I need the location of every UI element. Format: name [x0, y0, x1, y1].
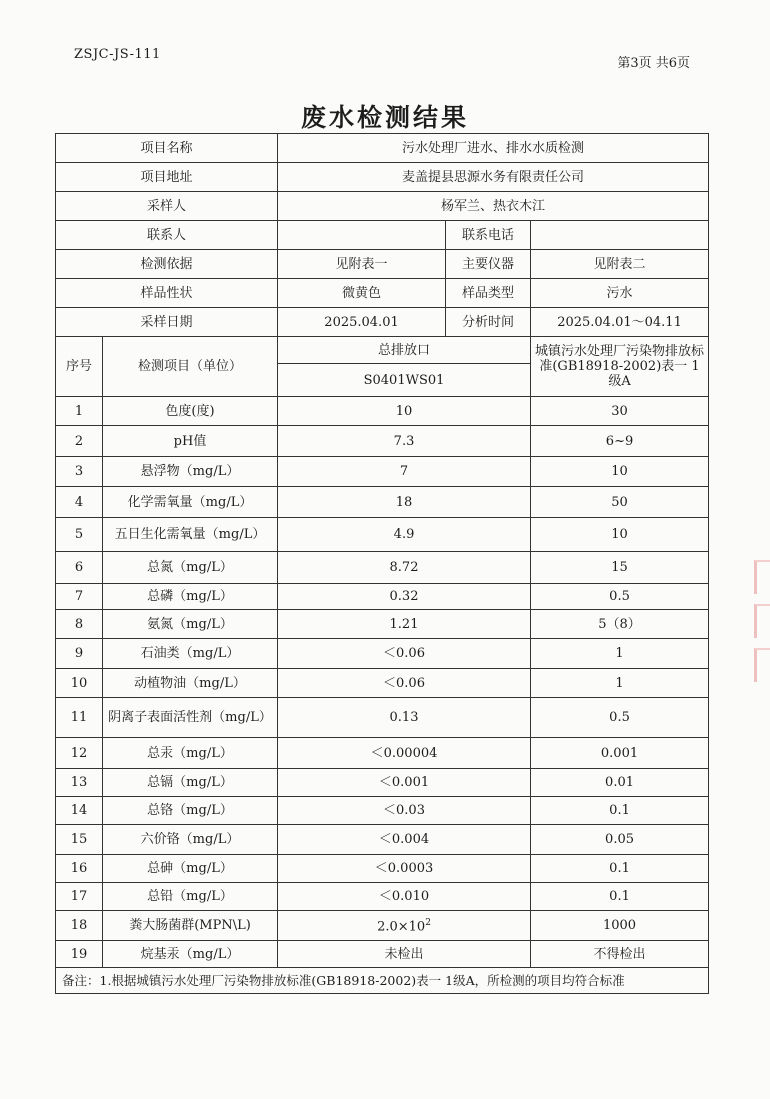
- document-code: ZSJC-JS-111: [74, 47, 161, 62]
- measured-value: ＜0.010: [278, 883, 531, 911]
- contact-value: [278, 221, 446, 250]
- measured-value: ＜0.001: [278, 769, 531, 797]
- standard-limit: 0.5: [531, 584, 709, 610]
- item-name: 六价铬（mg/L）: [103, 825, 278, 855]
- item-name: 总铬（mg/L）: [103, 797, 278, 825]
- row-number: 10: [56, 669, 103, 698]
- table-row: [56, 518, 709, 552]
- row-number: 5: [56, 518, 103, 552]
- standard-limit: 0.1: [531, 855, 709, 883]
- standard-limit: 0.1: [531, 797, 709, 825]
- standard-limit: 10: [531, 518, 709, 552]
- standard-limit: 1: [531, 669, 709, 698]
- item-name: 石油类（mg/L）: [103, 639, 278, 669]
- standard-limit: 0.1: [531, 883, 709, 911]
- measured-value: 8.72: [278, 552, 531, 584]
- measured-value: ＜0.004: [278, 825, 531, 855]
- standard-limit: 0.5: [531, 698, 709, 738]
- item-name: 动植物油（mg/L）: [103, 669, 278, 698]
- basis-row: [56, 250, 709, 279]
- sampling-date-label: 采样日期: [56, 308, 278, 337]
- item-name: 氨氮（mg/L）: [103, 610, 278, 639]
- table-row: [56, 911, 709, 941]
- page-title: 废水检测结果: [300, 103, 469, 132]
- item-name: 粪大肠菌群(MPN\L): [103, 911, 278, 941]
- row-number: 17: [56, 883, 103, 911]
- value-exponent: 2: [425, 918, 431, 929]
- project-name-row: [56, 134, 709, 163]
- row-number: 16: [56, 855, 103, 883]
- results-header-row: [56, 337, 709, 364]
- table-row: [56, 855, 709, 883]
- row-number: 13: [56, 769, 103, 797]
- table-row: [56, 883, 709, 911]
- measured-value: ＜0.06: [278, 639, 531, 669]
- measured-value: [278, 911, 531, 941]
- analysis-time-label: 分析时间: [446, 308, 531, 337]
- row-number: 12: [56, 738, 103, 769]
- page-number: 第3页 共6页: [617, 56, 690, 71]
- measured-value: 0.13: [278, 698, 531, 738]
- row-number: 18: [56, 911, 103, 941]
- measured-value: ＜0.00004: [278, 738, 531, 769]
- sampling-date-value: 2025.04.01: [278, 308, 446, 337]
- row-number: 9: [56, 639, 103, 669]
- item-name: 烷基汞（mg/L）: [103, 941, 278, 968]
- standard-limit: 15: [531, 552, 709, 584]
- table-row: [56, 610, 709, 639]
- row-number: 11: [56, 698, 103, 738]
- sampler-label: 采样人: [56, 192, 278, 221]
- measured-value: ＜0.03: [278, 797, 531, 825]
- sample-id-header: S0401WS01: [278, 364, 531, 397]
- row-number: 6: [56, 552, 103, 584]
- sample-state-row: [56, 279, 709, 308]
- measured-value: 0.32: [278, 584, 531, 610]
- contact-phone-value: [531, 221, 709, 250]
- row-number: 8: [56, 610, 103, 639]
- instrument-value: 见附表二: [531, 250, 709, 279]
- row-number: 15: [56, 825, 103, 855]
- measured-value: 7: [278, 457, 531, 487]
- row-number: 14: [56, 797, 103, 825]
- item-name: 阴离子表面活性剂（mg/L）: [103, 698, 278, 738]
- standard-limit: 6~9: [531, 426, 709, 457]
- table-row: [56, 552, 709, 584]
- measured-value: 10: [278, 397, 531, 426]
- table-row: [56, 941, 709, 968]
- item-name: 五日生化需氧量（mg/L）: [103, 518, 278, 552]
- standard-limit: 1: [531, 639, 709, 669]
- contact-label: 联系人: [56, 221, 278, 250]
- measured-value: 1.21: [278, 610, 531, 639]
- item-name: 总氮（mg/L）: [103, 552, 278, 584]
- standard-limit: 0.01: [531, 769, 709, 797]
- table-row: [56, 397, 709, 426]
- row-number: 4: [56, 487, 103, 518]
- table-row: [56, 584, 709, 610]
- sample-type-label: 样品类型: [446, 279, 531, 308]
- sample-type-value: 污水: [531, 279, 709, 308]
- sampling-date-row: [56, 308, 709, 337]
- standard-limit: 0.001: [531, 738, 709, 769]
- measured-value: 未检出: [278, 941, 531, 968]
- item-name: 总汞（mg/L）: [103, 738, 278, 769]
- contact-row: [56, 221, 709, 250]
- item-header: 检测项目（单位）: [103, 337, 278, 397]
- project-address-row: [56, 163, 709, 192]
- standard-limit: 30: [531, 397, 709, 426]
- standard-limit: 1000: [531, 911, 709, 941]
- table-row: [56, 669, 709, 698]
- item-name: 总镉（mg/L）: [103, 769, 278, 797]
- seq-header: 序号: [56, 337, 103, 397]
- standard-limit: 5（8）: [531, 610, 709, 639]
- row-number: 2: [56, 426, 103, 457]
- sampler-value: 杨军兰、热衣木江: [278, 192, 709, 221]
- measured-value: ＜0.06: [278, 669, 531, 698]
- measured-value: 18: [278, 487, 531, 518]
- standard-header: 城镇污水处理厂污染物排放标准(GB18918-2002)表一 1级A: [531, 337, 709, 397]
- results-table: [55, 133, 709, 994]
- analysis-time-value: 2025.04.01～04.11: [531, 308, 709, 337]
- table-row: [56, 457, 709, 487]
- item-name: 色度(度): [103, 397, 278, 426]
- contact-phone-label: 联系电话: [446, 221, 531, 250]
- item-name: 总铅（mg/L）: [103, 883, 278, 911]
- table-row: [56, 698, 709, 738]
- row-number: 1: [56, 397, 103, 426]
- standard-limit: 0.05: [531, 825, 709, 855]
- table-row: [56, 487, 709, 518]
- basis-label: 检测依据: [56, 250, 278, 279]
- row-number: 7: [56, 584, 103, 610]
- project-address-label: 项目地址: [56, 163, 278, 192]
- table-row: [56, 639, 709, 669]
- note-text: 备注：1.根据城镇污水处理厂污染物排放标准(GB18918-2002)表一 1级A，所检测的项目均符合标准: [56, 968, 709, 994]
- table-row: [56, 797, 709, 825]
- standard-limit: 10: [531, 457, 709, 487]
- basis-value: 见附表一: [278, 250, 446, 279]
- item-name: 总磷（mg/L）: [103, 584, 278, 610]
- table-row: [56, 738, 709, 769]
- sample-state-label: 样品性状: [56, 279, 278, 308]
- standard-limit: 不得检出: [531, 941, 709, 968]
- sample-state-value: 微黄色: [278, 279, 446, 308]
- row-number: 3: [56, 457, 103, 487]
- item-name: 总砷（mg/L）: [103, 855, 278, 883]
- table-row: [56, 426, 709, 457]
- measured-value: 7.3: [278, 426, 531, 457]
- item-name: 化学需氧量（mg/L）: [103, 487, 278, 518]
- table-row: [56, 825, 709, 855]
- project-address-value: 麦盖提县思源水务有限责任公司: [278, 163, 709, 192]
- item-name: pH值: [103, 426, 278, 457]
- red-stamp-edge: [754, 560, 770, 700]
- measured-value: 4.9: [278, 518, 531, 552]
- instrument-label: 主要仪器: [446, 250, 531, 279]
- standard-limit: 50: [531, 487, 709, 518]
- measured-value: ＜0.0003: [278, 855, 531, 883]
- table-row: [56, 769, 709, 797]
- item-name: 悬浮物（mg/L）: [103, 457, 278, 487]
- value-base: 2.0×10: [377, 919, 426, 935]
- row-number: 19: [56, 941, 103, 968]
- note-row: [56, 968, 709, 994]
- location-header: 总排放口: [278, 337, 531, 364]
- project-name-value: 污水处理厂进水、排水水质检测: [278, 134, 709, 163]
- sampler-row: [56, 192, 709, 221]
- project-name-label: 项目名称: [56, 134, 278, 163]
